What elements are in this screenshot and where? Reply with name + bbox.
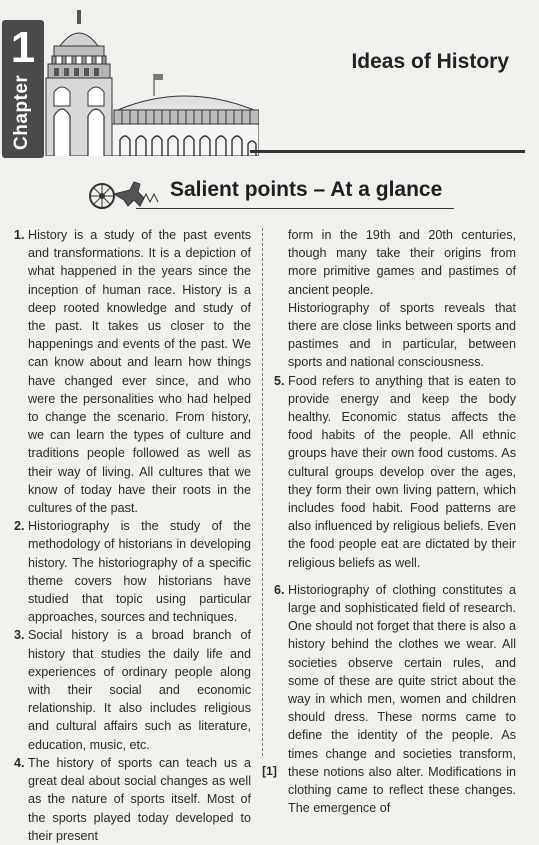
item-text: History is a study of the past events and transformations. It is a depiction of what happened in the years since the inception of human race. History is a deep rooted knowledge and study of the past. It takes us closer to the happenings and events of the past. We can know about and learn how things have changed ever since, and who were the personalities who had helped to change the scenario. From history, we can learn the types of culture and traditions people followed as well as their way of living. All cultures that we know of today have their roots in the cultures of the past. — [28, 228, 251, 516]
item-text: Social history is a broad branch of history that studies the daily life and experiences of ordinary people along with their social and economic relationship. It also includes religious and cultural affairs such as literature, education, music, etc. — [28, 628, 251, 752]
item-text: Historiography is the study of the methodology of historians in developing history. The historiography of a specific theme covers how historians have studied that topic using particular approaches, sources and techniques. — [28, 519, 251, 625]
chapter-header — [0, 0, 539, 160]
item-text: The history of sports can teach us a great deal about social changes as well as the nature of sports itself. Most of the sports played today developed to their present — [28, 755, 251, 843]
item-number: 1. — [14, 228, 25, 242]
list-item — [274, 372, 516, 572]
header-rule — [250, 150, 525, 153]
chapter-label: Chapter — [11, 74, 32, 150]
item-number: 3. — [14, 628, 25, 643]
salient-points-heading — [78, 172, 468, 212]
item-continued-text: form in the 19th and 20th centuries, though many take their origins from more primitive games and pastimes of ancient people. — [288, 228, 516, 297]
item-number: 5. — [274, 373, 285, 388]
item-number: 2. — [14, 519, 25, 534]
item-paragraph: Historiography of sports reveals that there are close links between sports and pastimes and in particular, between sports and national consciousness. — [288, 300, 516, 370]
left-column — [14, 226, 251, 845]
page-title: Ideas of History — [351, 50, 509, 73]
item-number: 4. — [14, 755, 25, 770]
item-text: Food refers to anything that is eaten to provide energy and keep the body healthy. Economic status affects the food habits of the people. All ethnic groups have their own food customs. As cultural groups develop over the ages, they form their own living pattern, which includes food habit. Food patterns are also influenced by religious beliefs. Even the food people eat are dictated by their religious beliefs as well. — [288, 373, 516, 570]
chariot-icon — [78, 172, 160, 212]
item-text: Historiography of clothing constitutes a large and sophisticated field of research. One should not forget that there is also a history behind the clothes we wear. All societies observe certain rules, and some of these are quite strict about the way in which men, women and children should dress. These norms came to define the identity of the people. As times change and societies transform, these notions also alter. Modifications in clothing came to reflect these changes. The emergence of — [288, 582, 516, 816]
right-column — [274, 226, 516, 818]
list-item — [14, 517, 251, 626]
salient-underline — [136, 208, 454, 209]
parliament-building-illustration — [44, 6, 259, 156]
chapter-tab — [2, 20, 44, 158]
list-item — [274, 581, 516, 818]
list-item — [14, 626, 251, 753]
column-divider — [262, 228, 263, 756]
chapter-number: 1 — [10, 23, 36, 72]
salient-points-title: Salient points – At a glance — [170, 178, 443, 201]
page-number: [1] — [262, 764, 277, 778]
item-number: 6. — [274, 582, 285, 597]
list-item — [14, 226, 251, 517]
